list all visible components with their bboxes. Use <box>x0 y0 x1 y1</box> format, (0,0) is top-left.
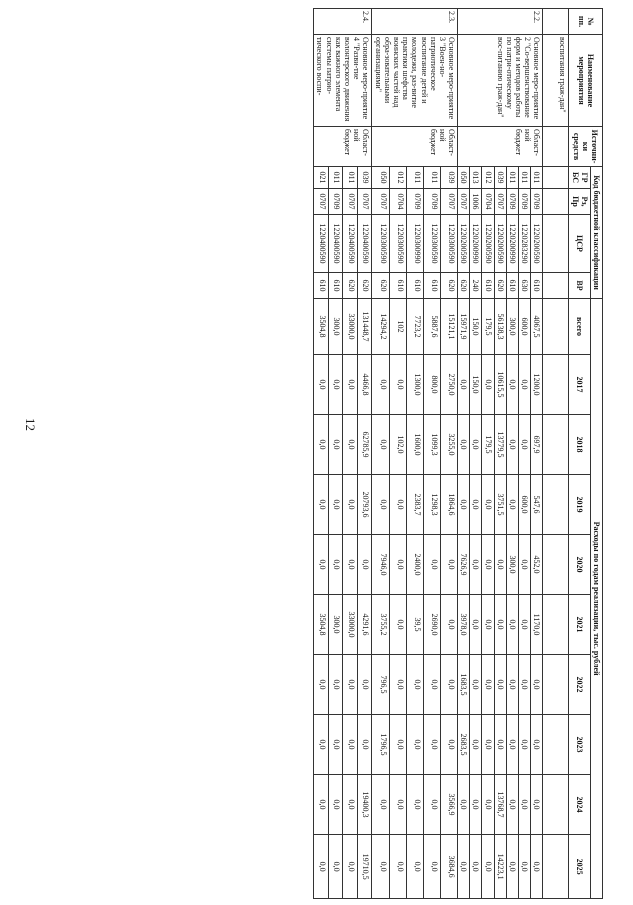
year-value-cell: 697,9 <box>531 415 543 475</box>
rzpr-cell: 0707 <box>357 189 372 215</box>
total-cell: 300,0 <box>328 299 343 355</box>
year-value-cell: 547,6 <box>531 475 543 535</box>
year-value-cell: 0,0 <box>314 535 329 595</box>
csr-cell: 1220300990 <box>406 215 423 273</box>
rzpr-cell: 0709 <box>531 189 543 215</box>
year-value-cell: 150,0 <box>470 355 482 415</box>
year-value-cell: 0,0 <box>458 475 470 535</box>
year-value-cell: 0,0 <box>357 535 372 595</box>
csr-cell: 1220200590 <box>531 215 543 273</box>
year-value-cell: 0,0 <box>314 475 329 535</box>
year-value-cell: 0,0 <box>357 655 372 715</box>
rzpr-cell: 0709 <box>506 189 518 215</box>
header-expenses: Расходы по годам реализации, тыс. рублей <box>590 299 602 899</box>
header-year: 2023 <box>569 715 590 775</box>
year-value-cell: 2690,0 <box>423 595 440 655</box>
rzpr-cell: 0709 <box>423 189 440 215</box>
total-cell: 150,0 <box>470 299 482 355</box>
year-value-cell: 0,0 <box>328 535 343 595</box>
vr-cell: 630 <box>519 273 531 299</box>
year-value-cell: 0,0 <box>494 595 506 655</box>
grbs-cell: 013 <box>470 167 482 189</box>
year-value-cell: 62785,9 <box>357 415 372 475</box>
year-value-cell: 0,0 <box>357 715 372 775</box>
year-value-cell: 0,0 <box>494 535 506 595</box>
vr-cell: 610 <box>328 273 343 299</box>
year-value-cell: 0,0 <box>328 355 343 415</box>
year-value-cell: 600,0 <box>519 475 531 535</box>
rzpr-cell: 0707 <box>494 189 506 215</box>
rotated-page <box>99 8 603 898</box>
year-value-cell: 0,0 <box>328 775 343 835</box>
grbs-cell: 011 <box>423 167 440 189</box>
year-value-cell: 0,0 <box>343 655 358 715</box>
year-value-cell: 0,0 <box>470 535 482 595</box>
rzpr-cell: 0709 <box>406 189 423 215</box>
vr-cell: 610 <box>482 273 494 299</box>
year-value-cell: 0,0 <box>328 475 343 535</box>
year-value-cell: 0,0 <box>389 775 406 835</box>
csr-cell: 1220200990 <box>470 215 482 273</box>
csr-cell: 1220400590 <box>314 215 329 273</box>
item-number: 2.2. <box>458 9 543 35</box>
year-value-cell: 1600,0 <box>406 415 423 475</box>
year-value-cell: 300,0 <box>506 535 518 595</box>
table-row <box>441 9 458 899</box>
table-row <box>357 9 372 899</box>
csr-cell: 1220200590 <box>458 215 470 273</box>
vr-cell: 620 <box>494 273 506 299</box>
year-value-cell: 14223,1 <box>494 835 506 899</box>
table-body <box>314 9 569 899</box>
grbs-cell: 011 <box>406 167 423 189</box>
continuation-row <box>543 9 569 899</box>
year-value-cell: 0,0 <box>470 415 482 475</box>
year-value-cell: 0,0 <box>389 835 406 899</box>
total-cell: 15121,1 <box>441 299 458 355</box>
year-value-cell: 796,5 <box>372 655 389 715</box>
csr-cell: 1220300590 <box>441 215 458 273</box>
year-value-cell: 19710,5 <box>357 835 372 899</box>
year-value-cell: 800,0 <box>423 355 440 415</box>
rzpr-cell: 0707 <box>314 189 329 215</box>
year-value-cell: 0,0 <box>506 835 518 899</box>
year-value-cell: 0,0 <box>506 415 518 475</box>
vr-cell: 620 <box>343 273 358 299</box>
year-value-cell: 0,0 <box>372 415 389 475</box>
rzpr-cell: 0707 <box>372 189 389 215</box>
rzpr-cell: 0707 <box>458 189 470 215</box>
year-value-cell: 0,0 <box>519 595 531 655</box>
year-value-cell: 0,0 <box>470 775 482 835</box>
csr-cell: 1220200590 <box>482 215 494 273</box>
year-value-cell: 0,0 <box>314 775 329 835</box>
year-value-cell: 1300,0 <box>406 355 423 415</box>
year-value-cell: 0,0 <box>506 775 518 835</box>
year-value-cell: 33000,0 <box>343 595 358 655</box>
page-number: 12 <box>23 418 38 431</box>
year-value-cell: 0,0 <box>423 835 440 899</box>
year-value-cell: 7946,0 <box>372 535 389 595</box>
total-cell: 5887,6 <box>423 299 440 355</box>
header-csr: ЦСР <box>569 215 590 273</box>
year-value-cell: 0,0 <box>389 535 406 595</box>
header-num: № пп. <box>569 9 603 35</box>
year-value-cell: 0,0 <box>519 715 531 775</box>
year-value-cell: 0,0 <box>458 775 470 835</box>
year-value-cell: 3755,2 <box>372 595 389 655</box>
year-value-cell: 0,0 <box>458 415 470 475</box>
year-value-cell: 3255,0 <box>441 415 458 475</box>
year-value-cell: 0,0 <box>343 775 358 835</box>
year-value-cell: 0,0 <box>482 535 494 595</box>
total-cell: 600,0 <box>519 299 531 355</box>
grbs-cell: 012 <box>482 167 494 189</box>
year-value-cell: 0,0 <box>458 355 470 415</box>
year-value-cell: 0,0 <box>458 835 470 899</box>
header-vr: ВР <box>569 273 590 299</box>
vr-cell: 610 <box>406 273 423 299</box>
csr-cell: 1220300590 <box>372 215 389 273</box>
year-value-cell: 452,0 <box>531 535 543 595</box>
grbs-cell: 021 <box>314 167 329 189</box>
vr-cell: 610 <box>531 273 543 299</box>
funding-source: Област-ной бюджет <box>314 127 372 167</box>
year-value-cell: 0,0 <box>482 475 494 535</box>
total-cell: 14294,2 <box>372 299 389 355</box>
vr-cell: 610 <box>389 273 406 299</box>
item-number: 2.3. <box>372 9 458 35</box>
header-name: Наименование мероприятия <box>569 35 603 127</box>
header-year: 2019 <box>569 475 590 535</box>
year-value-cell: 0,0 <box>470 835 482 899</box>
header-year: 2025 <box>569 835 590 899</box>
year-value-cell: 0,0 <box>343 715 358 775</box>
year-value-cell: 0,0 <box>482 655 494 715</box>
year-value-cell: 0,0 <box>423 535 440 595</box>
year-value-cell: 0,0 <box>389 655 406 715</box>
year-value-cell: 0,0 <box>482 595 494 655</box>
year-value-cell: 0,0 <box>389 475 406 535</box>
rzpr-cell: 0709 <box>328 189 343 215</box>
year-value-cell: 0,0 <box>328 835 343 899</box>
continuation-name: воспитания граж-дан" <box>543 35 569 127</box>
total-cell: 4067,5 <box>531 299 543 355</box>
year-value-cell: 0,0 <box>506 715 518 775</box>
year-value-cell: 0,0 <box>372 835 389 899</box>
year-value-cell: 3566,9 <box>441 775 458 835</box>
year-value-cell: 0,0 <box>519 835 531 899</box>
vr-cell: 620 <box>458 273 470 299</box>
year-value-cell: 0,0 <box>372 475 389 535</box>
grbs-cell: 011 <box>343 167 358 189</box>
item-number: 2.4. <box>314 9 372 35</box>
year-value-cell: 0,0 <box>482 355 494 415</box>
header-total: всего <box>569 299 590 355</box>
year-value-cell: 0,0 <box>314 415 329 475</box>
year-value-cell: 0,0 <box>406 655 423 715</box>
year-value-cell: 1200,0 <box>531 355 543 415</box>
year-value-cell: 2750,0 <box>441 355 458 415</box>
vr-cell: 610 <box>423 273 440 299</box>
year-value-cell: 0,0 <box>494 715 506 775</box>
vr-cell: 620 <box>372 273 389 299</box>
year-value-cell: 102,0 <box>389 415 406 475</box>
csr-cell: 1220400590 <box>357 215 372 273</box>
header-year: 2024 <box>569 775 590 835</box>
year-value-cell: 0,0 <box>519 355 531 415</box>
csr-cell: 1220300590 <box>389 215 406 273</box>
year-value-cell: 300,0 <box>328 595 343 655</box>
year-value-cell: 0,0 <box>423 775 440 835</box>
csr-cell: 1220200590 <box>494 215 506 273</box>
total-cell: 131448,7 <box>357 299 372 355</box>
header-year: 2022 <box>569 655 590 715</box>
year-value-cell: 0,0 <box>494 655 506 715</box>
year-value-cell: 10615,5 <box>494 355 506 415</box>
total-cell: 56138,3 <box>494 299 506 355</box>
year-value-cell: 2400,0 <box>406 535 423 595</box>
year-value-cell: 0,0 <box>482 775 494 835</box>
header-budget-code: Код бюджетной классификации <box>590 167 602 299</box>
year-value-cell: 0,0 <box>531 835 543 899</box>
funding-source: Област-ной бюджет <box>458 127 543 167</box>
year-value-cell: 19400,3 <box>357 775 372 835</box>
header-year: 2017 <box>569 355 590 415</box>
csr-cell: 1220200990 <box>506 215 518 273</box>
year-value-cell: 0,0 <box>328 715 343 775</box>
header-grbs: ГР БС <box>569 167 590 189</box>
year-value-cell: 179,5 <box>482 415 494 475</box>
year-value-cell: 0,0 <box>406 835 423 899</box>
rzpr-cell: 0709 <box>519 189 531 215</box>
year-value-cell: 0,0 <box>506 655 518 715</box>
csr-cell: 1220400590 <box>343 215 358 273</box>
year-value-cell: 1298,3 <box>423 475 440 535</box>
vr-cell: 620 <box>357 273 372 299</box>
year-value-cell: 0,0 <box>519 775 531 835</box>
year-value-cell: 0,0 <box>506 595 518 655</box>
year-value-cell: 0,0 <box>406 715 423 775</box>
grbs-cell: 011 <box>506 167 518 189</box>
year-value-cell: 0,0 <box>470 715 482 775</box>
grbs-cell: 039 <box>494 167 506 189</box>
vr-cell: 610 <box>314 273 329 299</box>
csr-cell: 1220300590 <box>423 215 440 273</box>
rzpr-cell: 0704 <box>389 189 406 215</box>
year-value-cell: 0,0 <box>389 355 406 415</box>
rzpr-cell: 0707 <box>441 189 458 215</box>
total-cell: 179,5 <box>482 299 494 355</box>
year-value-cell: 7626,9 <box>458 535 470 595</box>
year-value-cell: 2383,7 <box>406 475 423 535</box>
year-value-cell: 0,0 <box>372 775 389 835</box>
year-value-cell: 0,0 <box>372 355 389 415</box>
year-value-cell: 1170,0 <box>531 595 543 655</box>
header-source: Источни-ки средств <box>569 127 603 167</box>
item-name: Основное меро-приятие 4 "Разви-тие волонтерского движения как важного элемента системы патрио-тического воспи- <box>314 35 372 127</box>
year-value-cell: 3751,5 <box>494 475 506 535</box>
year-value-cell: 0,0 <box>482 715 494 775</box>
item-name: Основное меро-приятие 2 "Со-вершенствование форм и методов работы по патри-отическому вос-питанию граж-дан" <box>458 35 543 127</box>
budget-table <box>313 8 603 899</box>
year-value-cell: 0,0 <box>314 835 329 899</box>
csr-cell: 1220400590 <box>328 215 343 273</box>
vr-cell: 620 <box>441 273 458 299</box>
year-value-cell: 0,0 <box>314 715 329 775</box>
year-value-cell: 0,0 <box>406 775 423 835</box>
year-value-cell: 0,0 <box>314 355 329 415</box>
vr-cell: 240 <box>470 273 482 299</box>
year-value-cell: 0,0 <box>470 475 482 535</box>
year-value-cell: 0,0 <box>423 715 440 775</box>
year-value-cell: 0,0 <box>531 655 543 715</box>
year-value-cell: 2683,5 <box>458 715 470 775</box>
header-rzpr: Рз, Пр <box>569 189 590 215</box>
grbs-cell: 039 <box>357 167 372 189</box>
grbs-cell: 011 <box>531 167 543 189</box>
year-value-cell: 1864,6 <box>441 475 458 535</box>
grbs-cell: 011 <box>519 167 531 189</box>
total-cell: 7723,2 <box>406 299 423 355</box>
total-cell: 102 <box>389 299 406 355</box>
year-value-cell: 0,0 <box>519 415 531 475</box>
year-value-cell: 0,0 <box>343 475 358 535</box>
year-value-cell: 0,0 <box>441 595 458 655</box>
year-value-cell: 0,0 <box>343 835 358 899</box>
year-value-cell: 0,0 <box>470 655 482 715</box>
rzpr-cell: 0707 <box>343 189 358 215</box>
grbs-cell: 039 <box>441 167 458 189</box>
year-value-cell: 0,0 <box>328 415 343 475</box>
year-value-cell: 0,0 <box>519 655 531 715</box>
year-value-cell: 0,0 <box>531 715 543 775</box>
rzpr-cell: 1006 <box>470 189 482 215</box>
funding-source: Област-ной бюджет <box>372 127 458 167</box>
year-value-cell: 0,0 <box>531 775 543 835</box>
year-value-cell: 3978,0 <box>458 595 470 655</box>
year-value-cell: 0,0 <box>441 715 458 775</box>
year-value-cell: 3684,6 <box>441 835 458 899</box>
csr-cell: 1220283290 <box>519 215 531 273</box>
header-year: 2020 <box>569 535 590 595</box>
total-cell: 3504,8 <box>314 299 329 355</box>
year-value-cell: 0,0 <box>343 355 358 415</box>
year-value-cell: 1099,3 <box>423 415 440 475</box>
grbs-cell: 011 <box>328 167 343 189</box>
grbs-cell: 050 <box>458 167 470 189</box>
vr-cell: 610 <box>506 273 518 299</box>
year-value-cell: 3504,8 <box>314 595 329 655</box>
year-value-cell: 0,0 <box>506 355 518 415</box>
grbs-cell: 012 <box>389 167 406 189</box>
year-value-cell: 0,0 <box>482 835 494 899</box>
header-year: 2021 <box>569 595 590 655</box>
year-value-cell: 0,0 <box>423 655 440 715</box>
year-value-cell: 39,5 <box>406 595 423 655</box>
year-value-cell: 0,0 <box>470 595 482 655</box>
year-value-cell: 0,0 <box>506 475 518 535</box>
year-value-cell: 1683,5 <box>458 655 470 715</box>
year-value-cell: 0,0 <box>441 655 458 715</box>
total-cell: 300,0 <box>506 299 518 355</box>
rzpr-cell: 0704 <box>482 189 494 215</box>
item-name: Основное меро-приятие 3 "Воен-но-патриотическое воспитание детей и молодежи, раз-витие практики шефства воинских частей над обра-зовательными организациями" <box>372 35 458 127</box>
year-value-cell: 0,0 <box>519 535 531 595</box>
year-value-cell: 20793,6 <box>357 475 372 535</box>
header-year: 2018 <box>569 415 590 475</box>
year-value-cell: 0,0 <box>389 715 406 775</box>
year-value-cell: 0,0 <box>328 655 343 715</box>
year-value-cell: 0,0 <box>314 655 329 715</box>
grbs-cell: 050 <box>372 167 389 189</box>
year-value-cell: 0,0 <box>389 595 406 655</box>
year-value-cell: 0,0 <box>343 415 358 475</box>
total-cell: 33000,0 <box>343 299 358 355</box>
year-value-cell: 4291,6 <box>357 595 372 655</box>
year-value-cell: 4466,8 <box>357 355 372 415</box>
year-value-cell: 13768,7 <box>494 775 506 835</box>
header-row-1 <box>590 9 602 899</box>
year-value-cell: 0,0 <box>343 535 358 595</box>
year-value-cell: 0,0 <box>441 535 458 595</box>
year-value-cell: 13779,5 <box>494 415 506 475</box>
total-cell: 15971,9 <box>458 299 470 355</box>
table-row <box>531 9 543 899</box>
year-value-cell: 1796,5 <box>372 715 389 775</box>
